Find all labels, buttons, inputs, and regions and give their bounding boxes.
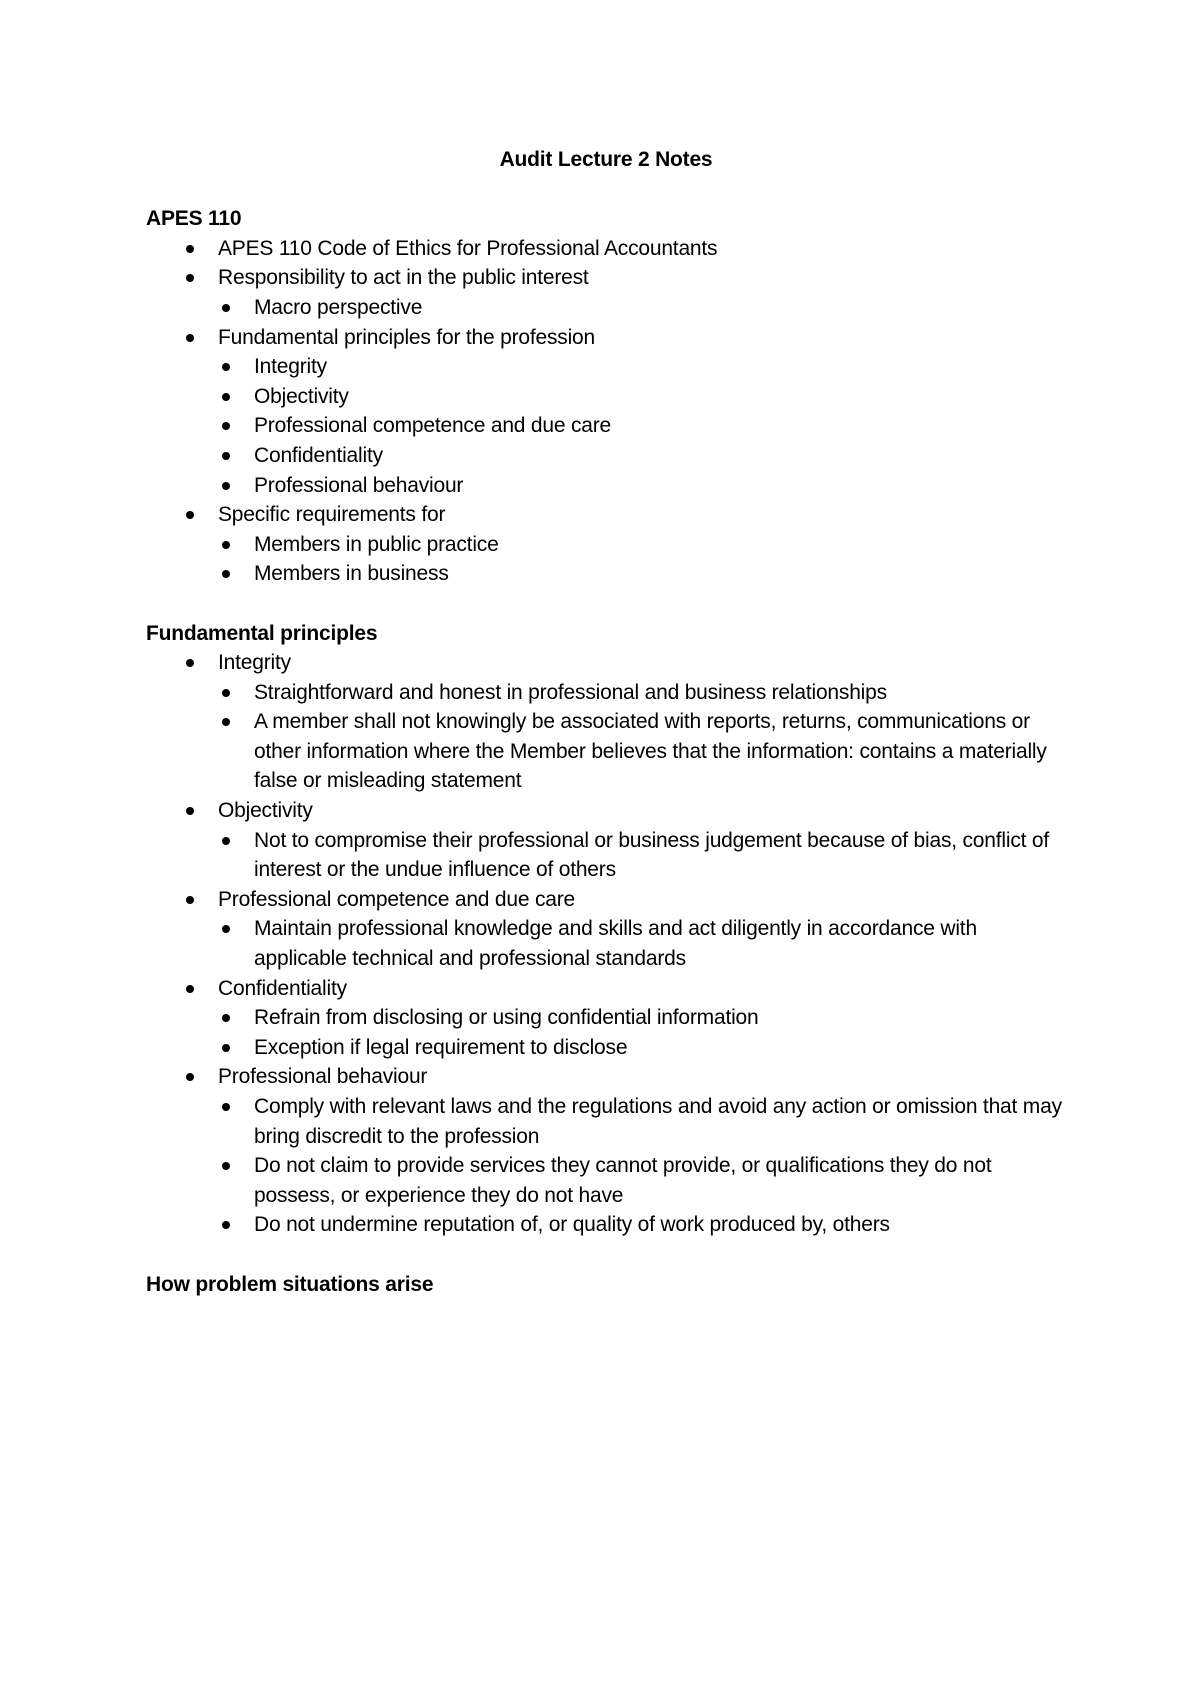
sub-list-item bbox=[182, 382, 1066, 412]
bullet-icon bbox=[186, 985, 194, 993]
bullet-icon bbox=[222, 1014, 230, 1022]
sub-list-item bbox=[182, 1092, 1066, 1151]
bullet-icon bbox=[186, 334, 194, 342]
bullet-icon bbox=[186, 511, 194, 519]
sub-list-item bbox=[182, 530, 1066, 560]
bullet-list bbox=[146, 648, 1066, 1240]
sub-list-item-text: A member shall not knowingly be associated with reports, returns, communications or other information where the Member believes that the information: contains a materially false or misleading statement bbox=[254, 710, 1047, 793]
list-item-text: Confidentiality bbox=[218, 976, 347, 1000]
list-item-text: Specific requirements for bbox=[218, 503, 446, 527]
sub-bullet-list bbox=[182, 530, 1066, 589]
sub-list-item-text: Exception if legal requirement to disclose bbox=[254, 1035, 628, 1059]
list-item bbox=[146, 885, 1066, 974]
bullet-icon bbox=[222, 1162, 230, 1170]
sub-bullet-list bbox=[182, 293, 1066, 323]
sub-list-item-text: Do not undermine reputation of, or quality of work produced by, others bbox=[254, 1213, 890, 1237]
sub-list-item bbox=[182, 1151, 1066, 1210]
list-item-text: Fundamental principles for the profession bbox=[218, 325, 596, 349]
bullet-icon bbox=[222, 363, 230, 371]
list-item bbox=[146, 974, 1066, 1063]
bullet-icon bbox=[222, 1044, 230, 1052]
bullet-icon bbox=[222, 304, 230, 312]
sub-list-item-text: Objectivity bbox=[254, 384, 349, 408]
document-title: Audit Lecture 2 Notes bbox=[499, 148, 713, 171]
sub-list-item-text: Straightforward and honest in professional and business relationships bbox=[254, 680, 887, 704]
sub-list-item bbox=[182, 707, 1066, 796]
bullet-icon bbox=[222, 482, 230, 490]
list-item bbox=[146, 500, 1066, 589]
section-spacer bbox=[146, 1240, 1066, 1270]
sub-bullet-list bbox=[182, 678, 1066, 796]
sub-list-item-text: Comply with relevant laws and the regulations and avoid any action or omission that may bring discredit to the profession bbox=[254, 1095, 1062, 1148]
sub-list-item-text: Not to compromise their professional or business judgement because of bias, conflict of interest or the undue influence of others bbox=[254, 828, 1050, 882]
sub-list-item bbox=[182, 352, 1066, 382]
section-heading: How problem situations arise bbox=[146, 1272, 434, 1296]
sub-bullet-list bbox=[182, 826, 1066, 885]
sub-list-item-text: Confidentiality bbox=[254, 443, 383, 467]
sub-list-item bbox=[182, 1210, 1066, 1240]
list-item bbox=[146, 1062, 1066, 1240]
sub-list-item-text: Maintain professional knowledge and skills and act diligently in accordance with applicable technical and professional standards bbox=[254, 917, 977, 971]
list-item-text: Integrity bbox=[218, 651, 291, 675]
sub-list-item bbox=[182, 1033, 1066, 1063]
sub-list-item-text: Members in business bbox=[254, 562, 449, 586]
bullet-icon bbox=[222, 837, 230, 845]
bullet-icon bbox=[186, 245, 194, 253]
sub-list-item-text: Refrain from disclosing or using confidential information bbox=[254, 1006, 759, 1030]
sub-list-item-text: Professional competence and due care bbox=[254, 414, 612, 438]
bullet-icon bbox=[222, 1221, 230, 1229]
list-item-text: Professional competence and due care bbox=[218, 887, 576, 911]
bullet-icon bbox=[222, 422, 230, 430]
sub-bullet-list bbox=[182, 1003, 1066, 1062]
sub-bullet-list bbox=[182, 352, 1066, 500]
bullet-icon bbox=[186, 274, 194, 282]
list-item bbox=[146, 796, 1066, 885]
bullet-icon bbox=[186, 1073, 194, 1081]
bullet-icon bbox=[186, 659, 194, 667]
sub-list-item-text: Integrity bbox=[254, 355, 327, 379]
list-item-text: APES 110 Code of Ethics for Professional Accountants bbox=[218, 236, 718, 260]
sub-list-item-text: Professional behaviour bbox=[254, 473, 464, 497]
sub-list-item-text: Macro perspective bbox=[254, 295, 423, 319]
document-content bbox=[146, 145, 1066, 1299]
bullet-icon bbox=[222, 718, 230, 726]
bullet-icon bbox=[222, 689, 230, 697]
bullet-list bbox=[146, 234, 1066, 589]
list-item bbox=[146, 234, 1066, 264]
sub-list-item bbox=[182, 678, 1066, 708]
bullet-icon bbox=[222, 393, 230, 401]
list-item bbox=[146, 263, 1066, 322]
sub-list-item-text: Members in public practice bbox=[254, 532, 499, 556]
bullet-icon bbox=[222, 541, 230, 549]
list-item bbox=[146, 648, 1066, 796]
sub-list-item bbox=[182, 826, 1066, 885]
bullet-icon bbox=[222, 1103, 230, 1111]
bullet-icon bbox=[222, 570, 230, 578]
section-heading: APES 110 bbox=[146, 207, 242, 231]
sub-list-item bbox=[182, 441, 1066, 471]
bullet-icon bbox=[222, 925, 230, 933]
sub-list-item bbox=[182, 1003, 1066, 1033]
sub-list-item bbox=[182, 471, 1066, 501]
section-heading: Fundamental principles bbox=[146, 621, 378, 645]
sub-list-item bbox=[182, 293, 1066, 323]
section-spacer bbox=[146, 589, 1066, 619]
sub-bullet-list bbox=[182, 1092, 1066, 1240]
sub-list-item bbox=[182, 559, 1066, 589]
sub-list-item-text: Do not claim to provide services they cannot provide, or qualifications they do not possess, or experience they do not have bbox=[254, 1154, 992, 1207]
bullet-icon bbox=[222, 452, 230, 460]
list-item-text: Professional behaviour bbox=[218, 1065, 428, 1089]
bullet-icon bbox=[186, 896, 194, 904]
sub-bullet-list bbox=[182, 914, 1066, 973]
list-item bbox=[146, 323, 1066, 501]
list-item-text: Responsibility to act in the public interest bbox=[218, 266, 589, 290]
list-item-text: Objectivity bbox=[218, 799, 313, 823]
sub-list-item bbox=[182, 914, 1066, 973]
bullet-icon bbox=[186, 807, 194, 815]
sub-list-item bbox=[182, 411, 1066, 441]
